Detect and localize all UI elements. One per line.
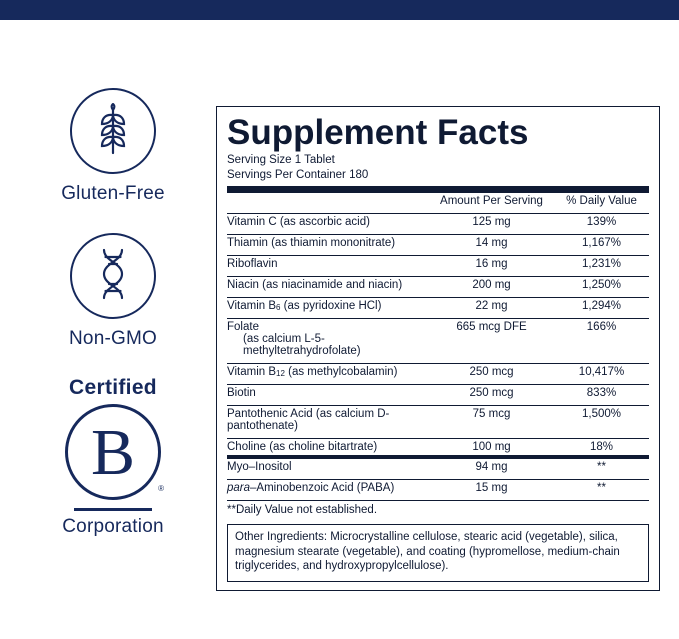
nutrient-amount: 100 mg <box>472 441 511 453</box>
nutrient-dv: 10,417% <box>578 366 625 378</box>
other-ingredients-text: Other Ingredients: Microcrystalline cellulose, stearic acid (vegetable), silica, magnesium stearate (vegetable), and coating (hypromellose, medium-chain triglycerides, and hydroxypropylcellulose). <box>235 531 620 572</box>
nutrient-dv: 18% <box>589 441 614 453</box>
nutrient-name-sub: (as calcium L-5-methyltetrahydrofolate) <box>243 333 361 357</box>
nutrient-dv: ** <box>597 482 606 494</box>
badge-gluten-free <box>61 88 165 205</box>
table-row <box>227 256 649 273</box>
nutrient-amount: 250 mcg <box>469 366 514 378</box>
dna-icon <box>92 247 134 305</box>
nutrient-amount: 125 mg <box>472 216 511 228</box>
table-row <box>227 406 649 435</box>
certification-badges <box>18 88 208 538</box>
nutrient-dv: 1,167% <box>581 237 621 249</box>
nutrient-name: Vitamin B6 (as pyridoxine HCl) <box>227 300 382 312</box>
badge-bcorp <box>62 376 163 538</box>
serving-size: Serving Size 1 Tablet <box>227 154 335 166</box>
table-row <box>227 277 649 294</box>
nutrient-amount: 250 mcg <box>469 387 514 399</box>
badge-non-gmo <box>69 233 157 350</box>
table-row <box>227 235 649 252</box>
table-row <box>227 385 649 402</box>
nutrient-amount: 94 mg <box>475 461 508 473</box>
nutrient-name: Riboflavin <box>227 258 278 270</box>
header-amount-per-serving: Amount Per Serving <box>440 195 543 207</box>
non-gmo-circle <box>70 233 156 319</box>
nutrient-name: Vitamin C (as ascorbic acid) <box>227 216 370 228</box>
bcorp-corporation-label: Corporation <box>62 516 164 537</box>
bcorp-divider <box>74 508 152 511</box>
nutrient-name: Biotin <box>227 387 256 399</box>
header-nutrient <box>227 193 429 209</box>
nutrient-name-main: Folate <box>227 321 259 333</box>
table-header-row <box>227 193 649 209</box>
nutrient-name: Niacin (as niacinamide and niacin) <box>227 279 403 291</box>
nutrient-amount: 16 mg <box>475 258 508 270</box>
nutrient-dv: 833% <box>586 387 617 399</box>
daily-value-footnote: **Daily Value not established. <box>227 504 378 516</box>
rule-above-footnote <box>227 496 649 501</box>
table-row <box>227 298 649 315</box>
wheat-icon <box>88 103 138 159</box>
table-row <box>227 459 649 475</box>
other-ingredients-box <box>227 524 649 582</box>
nutrient-dv: 166% <box>586 321 617 333</box>
nutrient-name: Choline (as choline bitartrate) <box>227 441 378 453</box>
nutrient-name: Pantothenic Acid (as calcium D-pantothenate) <box>227 408 390 432</box>
nutrient-amount: 75 mcg <box>472 408 511 420</box>
nutrient-dv: 1,231% <box>581 258 621 270</box>
nutrient-amount: 14 mg <box>475 237 508 249</box>
nutrient-amount: 200 mg <box>472 279 511 291</box>
nutrient-name: Myo–Inositol <box>227 461 292 473</box>
bcorp-circle <box>65 404 164 500</box>
nutrient-amount: 665 mcg DFE <box>456 321 527 333</box>
header-daily-value: % Daily Value <box>566 195 637 207</box>
nutrient-amount: 22 mg <box>475 300 508 312</box>
badge-label-gluten-free: Gluten-Free <box>61 183 165 204</box>
table-row <box>227 319 649 360</box>
nutrient-amount: 15 mg <box>475 482 508 494</box>
nutrient-name <box>227 319 429 360</box>
nutrient-name: para–Aminobenzoic Acid (PABA) <box>227 482 395 494</box>
nutrient-dv: 1,294% <box>581 300 621 312</box>
nutrition-table <box>227 193 649 455</box>
nutrient-dv: ** <box>597 461 606 473</box>
supplement-facts-title: Supplement Facts <box>227 113 529 152</box>
servings-per-container: Servings Per Container 180 <box>227 168 369 181</box>
table-row <box>227 439 649 456</box>
top-navy-bar <box>0 0 679 20</box>
nutrient-dv: 1,500% <box>581 408 621 420</box>
bcorp-b-letter: B <box>90 416 135 489</box>
nutrient-name: Vitamin B12 (as methylcobalamin) <box>227 366 398 378</box>
rule-thick-top <box>227 186 649 193</box>
bcorp-registered-mark: ® <box>158 484 164 493</box>
table-row <box>227 214 649 231</box>
table-row <box>227 364 649 381</box>
nutrition-table-no-dv <box>227 459 649 501</box>
table-row <box>227 480 649 497</box>
bcorp-certified-label: Certified <box>69 376 157 399</box>
gluten-free-circle <box>70 88 156 174</box>
nutrient-dv: 1,250% <box>581 279 621 291</box>
nutrient-name: Thiamin (as thiamin mononitrate) <box>227 237 396 249</box>
badge-label-non-gmo: Non-GMO <box>69 328 157 349</box>
supplement-facts-panel <box>216 106 660 591</box>
nutrient-dv: 139% <box>586 216 617 228</box>
